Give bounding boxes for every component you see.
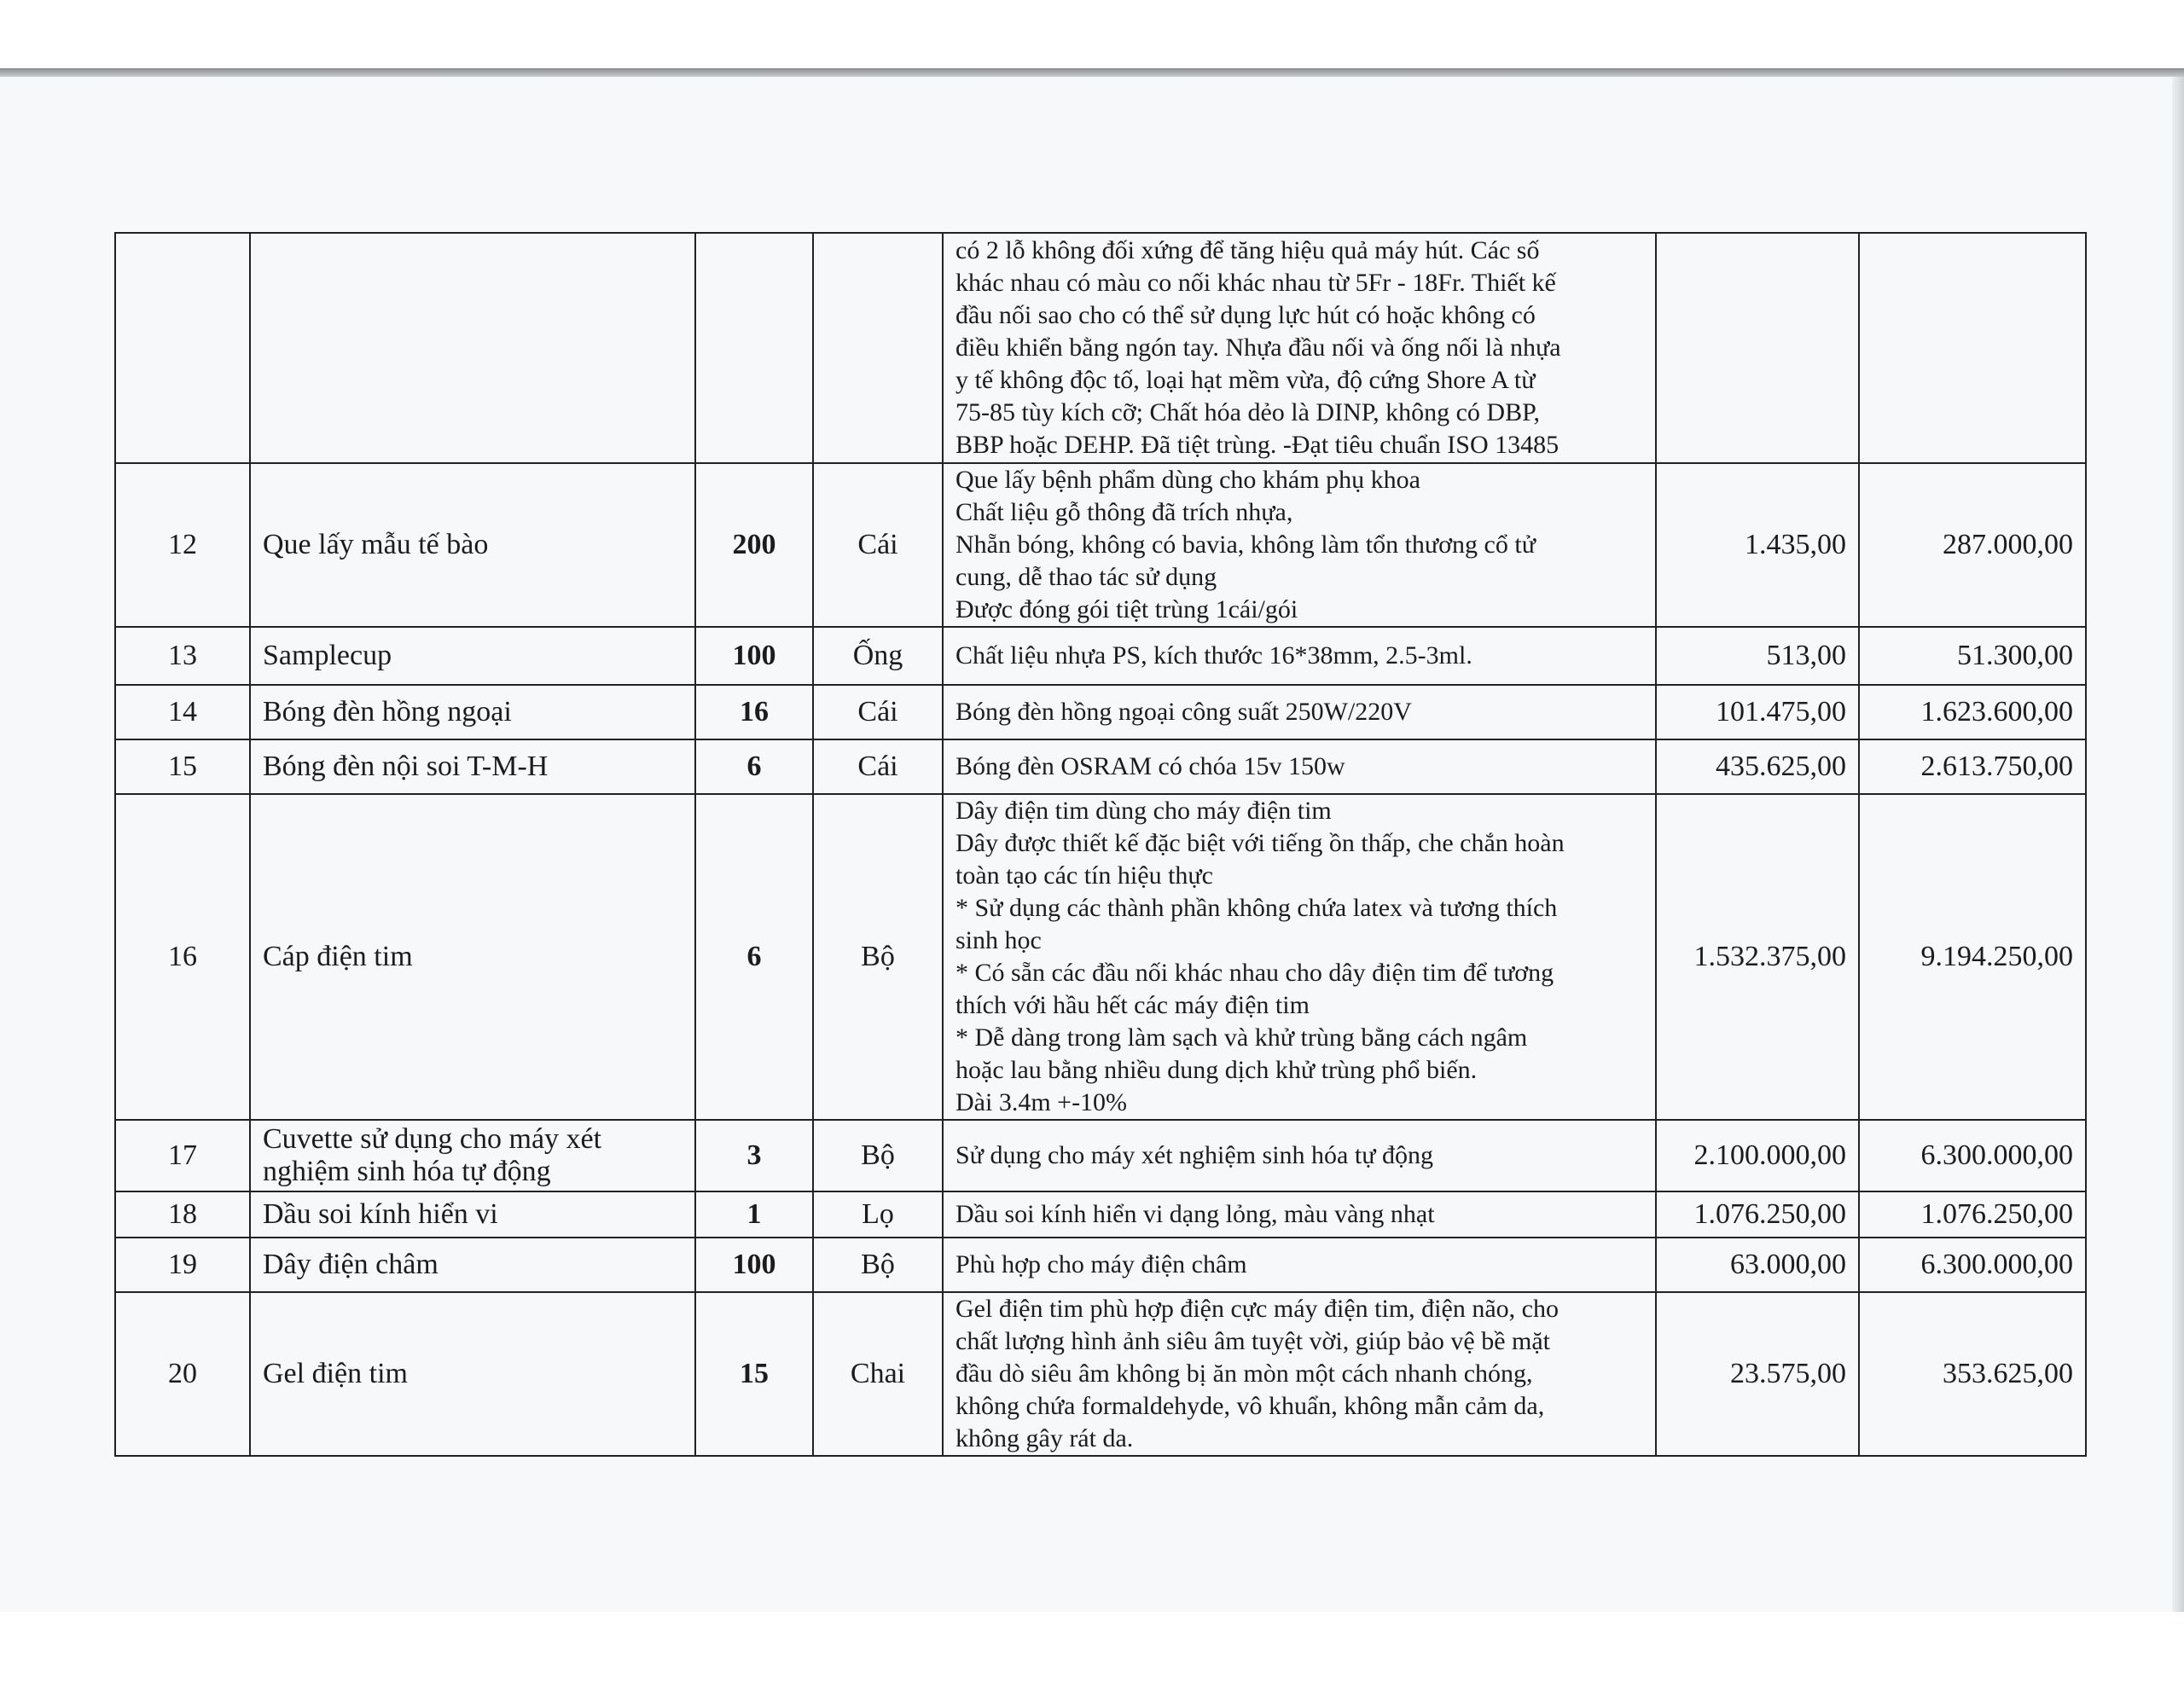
table-row	[115, 1120, 2086, 1191]
description-line: Bóng đèn OSRAM có chóa 15v 150w	[956, 752, 1345, 780]
item-total: 9.194.250,00	[1859, 794, 2086, 1120]
item-name: Cuvette sử dụng cho máy xét nghiệm sinh hóa tự động	[250, 1120, 695, 1191]
item-name: Bóng đèn nội soi T-M-H	[250, 739, 695, 794]
item-quantity: 100	[695, 1238, 813, 1292]
description-line: * Sử dụng các thành phần không chứa latex và tương thích	[956, 894, 1558, 922]
item-unit: Cái	[813, 463, 943, 627]
table-row	[115, 463, 2086, 627]
item-unit-price: 63.000,00	[1656, 1238, 1859, 1292]
item-unit-price: 513,00	[1656, 627, 1859, 685]
item-quantity: 16	[695, 685, 813, 739]
row-number: 16	[115, 794, 250, 1120]
table-row	[115, 1238, 2086, 1292]
description-line: Được đóng gói tiệt trùng 1cái/gói	[956, 595, 1298, 623]
description-line: Dây được thiết kế đặc biệt với tiếng ồn thấp, che chắn hoàn	[956, 829, 1565, 857]
item-quantity: 6	[695, 739, 813, 794]
row-number: 19	[115, 1238, 250, 1292]
table-body	[115, 233, 2086, 1456]
item-description	[943, 1120, 1656, 1191]
row-number: 15	[115, 739, 250, 794]
description-line: y tế không độc tố, loại hạt mềm vừa, độ cứng Shore A từ	[956, 366, 1536, 394]
item-unit-price: 435.625,00	[1656, 739, 1859, 794]
item-unit-price: 23.575,00	[1656, 1292, 1859, 1456]
item-unit: Lọ	[813, 1191, 943, 1238]
description-line: Dầu soi kính hiển vi dạng lỏng, màu vàng nhạt	[956, 1200, 1435, 1228]
description-line: Dài 3.4m +-10%	[956, 1088, 1128, 1116]
row-number: 13	[115, 627, 250, 685]
item-total: 1.623.600,00	[1859, 685, 2086, 739]
item-description	[943, 627, 1656, 685]
item-quantity: 100	[695, 627, 813, 685]
item-quantity: 200	[695, 463, 813, 627]
item-name: Dầu soi kính hiển vi	[250, 1191, 695, 1238]
item-unit: Bộ	[813, 1238, 943, 1292]
item-name: Dây điện châm	[250, 1238, 695, 1292]
table-row	[115, 739, 2086, 794]
item-unit: Chai	[813, 1292, 943, 1456]
item-name: Gel điện tim	[250, 1292, 695, 1456]
description-line: Bóng đèn hồng ngoại công suất 250W/220V	[956, 698, 1412, 726]
item-unit-price: 1.076.250,00	[1656, 1191, 1859, 1238]
item-total	[1859, 233, 2086, 463]
item-unit: Cái	[813, 685, 943, 739]
description-line: Chất liệu gỗ thông đã trích nhựa,	[956, 498, 1293, 526]
description-line: Phù hợp cho máy điện châm	[956, 1250, 1247, 1278]
row-number: 12	[115, 463, 250, 627]
description-line: đầu dò siêu âm không bị ăn mòn một cách nhanh chóng,	[956, 1359, 1533, 1388]
item-name: Bóng đèn hồng ngoại	[250, 685, 695, 739]
item-description	[943, 685, 1656, 739]
description-line: không chứa formaldehyde, vô khuẩn, không mẫn cảm da,	[956, 1392, 1545, 1420]
description-line: * Dễ dàng trong làm sạch và khử trùng bằng cách ngâm	[956, 1023, 1528, 1052]
scan-margin-bottom	[0, 1612, 2184, 1687]
description-line: Chất liệu nhựa PS, kích thước 16*38mm, 2.5-3ml.	[956, 641, 1472, 670]
item-unit-price: 1.435,00	[1656, 463, 1859, 627]
description-line: Sử dụng cho máy xét nghiệm sinh hóa tự động	[956, 1141, 1433, 1169]
item-total: 287.000,00	[1859, 463, 2086, 627]
row-number: 20	[115, 1292, 250, 1456]
row-number: 17	[115, 1120, 250, 1191]
row-number: 18	[115, 1191, 250, 1238]
item-total: 51.300,00	[1859, 627, 2086, 685]
item-unit-price	[1656, 233, 1859, 463]
description-line: * Có sẵn các đầu nối khác nhau cho dây điện tim để tương	[956, 959, 1554, 987]
row-number	[115, 233, 250, 463]
table-row	[115, 233, 2086, 463]
item-unit-price: 1.532.375,00	[1656, 794, 1859, 1120]
description-line: Nhẵn bóng, không có bavia, không làm tổn thương cổ tử	[956, 530, 1536, 559]
item-description	[943, 739, 1656, 794]
item-total: 1.076.250,00	[1859, 1191, 2086, 1238]
item-quantity	[695, 233, 813, 463]
description-line: thích với hầu hết các máy điện tim	[956, 991, 1310, 1019]
description-line: cung, dễ thao tác sử dụng	[956, 563, 1217, 591]
item-unit: Bộ	[813, 794, 943, 1120]
description-line: không gây rát da.	[956, 1424, 1134, 1452]
supply-items-table	[114, 232, 2087, 1457]
item-unit: Ống	[813, 627, 943, 685]
item-name: Cáp điện tim	[250, 794, 695, 1120]
description-line: 75-85 tùy kích cỡ; Chất hóa dẻo là DINP, không có DBP,	[956, 398, 1540, 426]
table-row	[115, 1292, 2086, 1456]
item-quantity: 15	[695, 1292, 813, 1456]
row-number: 14	[115, 685, 250, 739]
item-quantity: 6	[695, 794, 813, 1120]
table-row	[115, 627, 2086, 685]
description-line: có 2 lỗ không đối xứng để tăng hiệu quả máy hút. Các số	[956, 236, 1540, 264]
table-row	[115, 1191, 2086, 1238]
item-name: Que lấy mẫu tế bào	[250, 463, 695, 627]
item-quantity: 1	[695, 1191, 813, 1238]
description-line: chất lượng hình ảnh siêu âm tuyệt vời, giúp bảo vệ bề mặt	[956, 1327, 1551, 1355]
description-line: toàn tạo các tín hiệu thực	[956, 861, 1213, 890]
item-total: 6.300.000,00	[1859, 1238, 2086, 1292]
description-line: BBP hoặc DEHP. Đã tiệt trùng. -Đạt tiêu chuẩn ISO 13485	[956, 431, 1560, 459]
item-total: 353.625,00	[1859, 1292, 2086, 1456]
item-unit: Cái	[813, 739, 943, 794]
item-unit-price: 2.100.000,00	[1656, 1120, 1859, 1191]
description-line: hoặc lau bằng nhiều dung dịch khử trùng phổ biến.	[956, 1056, 1478, 1084]
item-description	[943, 1238, 1656, 1292]
item-description	[943, 1292, 1656, 1456]
description-line: Dây điện tim dùng cho máy điện tim	[956, 797, 1332, 825]
item-description	[943, 794, 1656, 1120]
item-unit	[813, 233, 943, 463]
table-row	[115, 685, 2086, 739]
item-unit: Bộ	[813, 1120, 943, 1191]
item-description	[943, 1191, 1656, 1238]
item-name	[250, 233, 695, 463]
scan-edge-top	[0, 68, 2184, 77]
item-description	[943, 233, 1656, 463]
description-line: sinh học	[956, 926, 1042, 954]
scan-edge-right	[2172, 77, 2184, 1612]
item-unit-price: 101.475,00	[1656, 685, 1859, 739]
description-line: điều khiển bằng ngón tay. Nhựa đầu nối và ống nối là nhựa	[956, 333, 1561, 362]
description-line: khác nhau có màu co nối khác nhau từ 5Fr - 18Fr. Thiết kế	[956, 269, 1556, 297]
table-row	[115, 794, 2086, 1120]
item-quantity: 3	[695, 1120, 813, 1191]
item-total: 2.613.750,00	[1859, 739, 2086, 794]
description-line: đầu nối sao cho có thể sử dụng lực hút có hoặc không có	[956, 301, 1536, 329]
item-total: 6.300.000,00	[1859, 1120, 2086, 1191]
item-description	[943, 463, 1656, 627]
description-line: Que lấy bệnh phẩm dùng cho khám phụ khoa	[956, 466, 1420, 494]
description-line: Gel điện tim phù hợp điện cực máy điện tim, điện não, cho	[956, 1295, 1559, 1323]
item-name: Samplecup	[250, 627, 695, 685]
